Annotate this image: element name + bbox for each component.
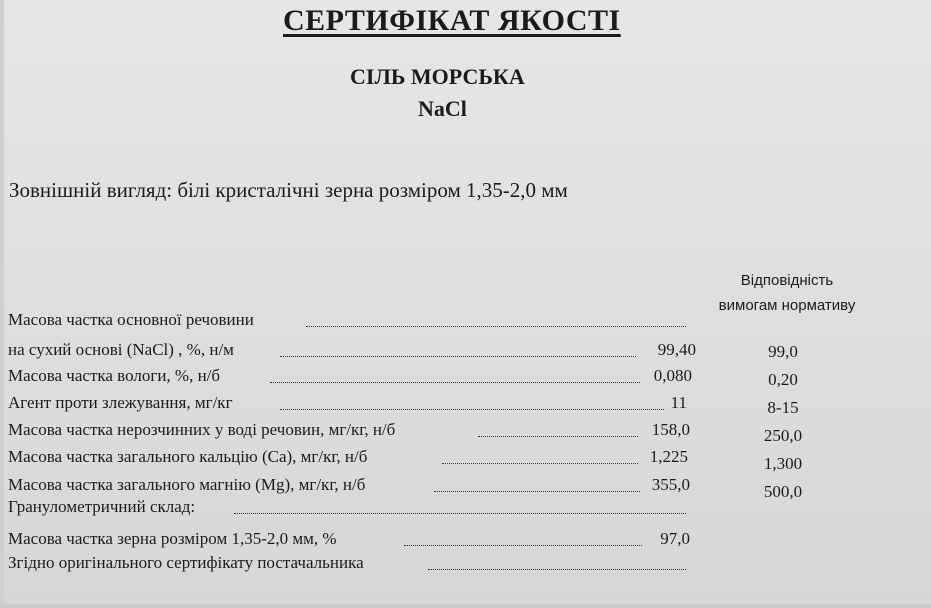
dot-leader — [270, 382, 640, 383]
dot-leader — [280, 409, 664, 410]
spec-label: Масова частка загального кальцію (Са), мг/кг, н/б — [8, 447, 368, 466]
appearance-description: Зовнішній вигляд: білі кристалічні зерна розміром 1,35-2,0 мм — [9, 178, 568, 202]
spec-row — [8, 551, 698, 575]
spec-value: 355,0 — [651, 475, 690, 494]
dot-leader — [434, 491, 640, 492]
spec-row — [8, 308, 688, 332]
dot-leader — [478, 436, 638, 437]
photo-edge-left — [0, 0, 4, 608]
spec-label: Згідно оригінального сертифікату постачальника — [8, 553, 364, 572]
dot-leader — [234, 513, 686, 514]
norm-value: 8-15 — [767, 398, 799, 417]
spec-label: Масова частка зерна розміром 1,35-2,0 мм, % — [8, 529, 337, 548]
norm-value: 1,300 — [763, 454, 803, 473]
dot-leader — [404, 545, 642, 546]
norm-value: 500,0 — [763, 482, 803, 501]
spec-value: 0,080 — [653, 366, 692, 385]
spec-label: на сухий основі (NaCl) , %, н/м — [8, 340, 234, 359]
dot-leader — [306, 326, 686, 327]
spec-row — [8, 364, 698, 388]
spec-row — [8, 391, 698, 415]
spec-label: Гранулометричний склад: — [8, 497, 196, 516]
spec-label: Масова частка нерозчинних у воді речовин, мг/кг, н/б — [8, 420, 396, 439]
spec-label: Агент проти злежування, мг/кг — [8, 393, 233, 412]
certificate-title: СЕРТИФІКАТ ЯКОСТІ — [283, 4, 621, 37]
norm-value: 99,0 — [768, 342, 798, 361]
dot-leader — [442, 463, 638, 464]
product-name: СІЛЬ МОРСЬКА — [350, 64, 525, 89]
spec-row — [8, 473, 698, 497]
spec-value: 1,225 — [649, 447, 688, 466]
spec-value: 11 — [670, 393, 687, 412]
dot-leader — [428, 569, 686, 570]
spec-value: 158,0 — [651, 420, 690, 439]
chemical-formula: NaCl — [418, 96, 467, 121]
spec-label: Масова частка вологи, %, н/б — [8, 366, 221, 385]
photo-edge-bottom — [0, 604, 931, 608]
norm-value: 250,0 — [763, 426, 803, 445]
spec-row — [8, 445, 698, 469]
spec-row — [8, 527, 698, 551]
norm-value: 0,20 — [768, 370, 798, 389]
spec-value: 99,40 — [657, 340, 696, 359]
compliance-header-line2: вимогам нормативу — [718, 297, 856, 314]
dot-leader — [280, 356, 636, 357]
compliance-header-line1: Відповідність — [740, 272, 834, 289]
spec-row — [8, 418, 698, 442]
spec-label: Масова частка загального магнію (Mg), мг/кг, н/б — [8, 475, 366, 494]
spec-label: Масова частка основної речовини — [8, 310, 254, 329]
compliance-header — [692, 268, 882, 318]
spec-value: 97,0 — [660, 529, 690, 548]
spec-row — [8, 338, 698, 362]
spec-row — [8, 495, 698, 519]
